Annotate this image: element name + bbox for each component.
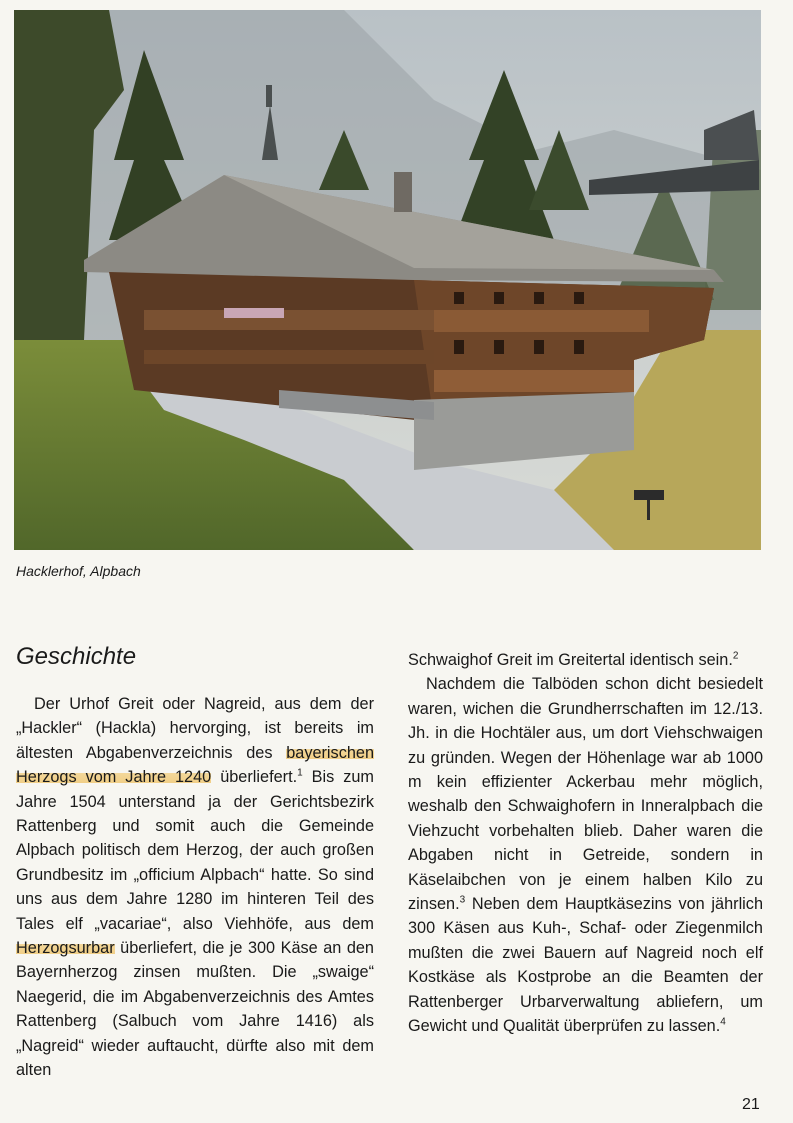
photo-caption: Hacklerhof, Alpbach <box>16 563 141 579</box>
text-run: Bis zum Jahre 1504 unterstand ja der Gerichtsbezirk Rattenberg und somit auch die Gemeinde Alpbach politisch dem Herzog, der auch großen Grundbesitz im „officium Alpbach“ hatte. So sind uns aus dem Jahre 1280 im hinteren Teil des Tales elf „vacariae“, also Viehhöfe, aus dem <box>16 768 374 933</box>
footnote-marker: 3 <box>459 894 466 906</box>
text-run: Der Urhof Greit oder Nagreid, aus dem der „Hackler“ (Hackla) hervorging, ist bereits im ältesten Abgabenverzeichnis des <box>16 695 374 762</box>
footnote-marker: 4 <box>720 1016 726 1028</box>
footnote-marker: 1 <box>297 767 303 779</box>
left-text-column <box>16 692 374 1083</box>
text-run: Nachdem die Talböden schon dicht besiedelt waren, wichen die Grundherrschaften im 12./13. Jh. in die Hochtäler aus, um dort Viehschwaigen zu gründen. Wegen der Höhenlage war ab 1000 m kein effizienter Ackerbau mehr möglich, weshalb den Schwaighofern in Inneralpbach die Viehzucht vorbehalten blieb. Daher waren die Abgaben nicht in Getreide, sondern in Käselaibchen von je einem halben Kilo zu zinsen. <box>408 675 763 914</box>
paragraph <box>16 692 374 1083</box>
page-number: 21 <box>742 1096 760 1113</box>
section-heading: Geschichte <box>16 643 137 670</box>
paragraph <box>408 672 763 1038</box>
text-run: überliefert. <box>211 768 298 787</box>
footnote-marker: 2 <box>732 650 739 662</box>
text-run: Schwaighof Greit im Greitertal identisch sein. <box>408 651 733 669</box>
highlighted-text: bayerischen Herzogs vom Jahre 1240 <box>16 743 374 787</box>
highlighted-text: Herzogsurbar <box>16 939 115 958</box>
right-text-column <box>408 648 763 1039</box>
farmhouse-illustration <box>14 10 761 550</box>
text-run: Neben dem Hauptkäsezins von jährlich 300 Käsen aus Kuh-, Schaf- oder Ziegenmilch mußten die zwei Bauern auf Nagreid noch elf Kostkäse als Kostprobe an die Beamten der Rattenberger Urbarverwaltung abliefern, um Gewicht und Qualität überprüfen zu lassen. <box>408 895 763 1036</box>
farmhouse-photo <box>14 10 761 550</box>
text-run: überliefert, die je 300 Käse an den Bayernherzog zinsen mußten. Die „swaige“ Naegerid, die im Abgabenverzeichnis des Amtes Rattenberg (Salbuch vom Jahre 1416) als „Nagreid“ wieder auftaucht, dürfte also mit dem alten <box>16 939 374 1080</box>
paragraph <box>408 648 763 672</box>
